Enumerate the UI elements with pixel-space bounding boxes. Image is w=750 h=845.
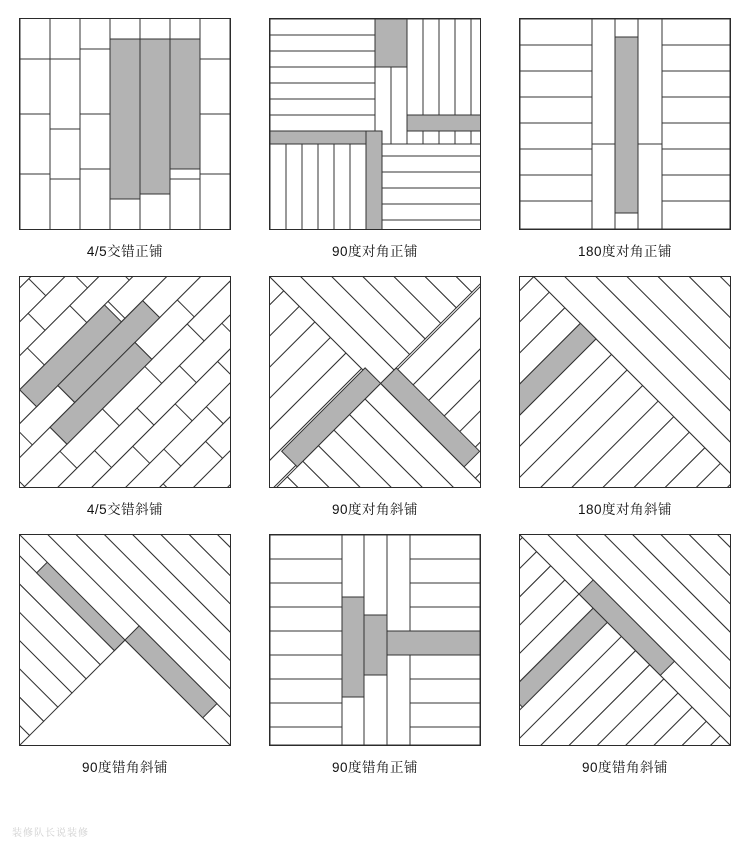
- diagram-svg-3: [520, 19, 730, 229]
- pattern-caption-6: 180度对角斜铺: [577, 502, 673, 517]
- pattern-cell-1: [0, 18, 250, 262]
- pattern-caption-2: 90度对角正铺: [331, 244, 419, 259]
- pattern-cell-4: [0, 276, 250, 520]
- pattern-cell-9: [500, 534, 750, 778]
- diagram-svg-4: [20, 277, 230, 487]
- pattern-cell-3: [500, 18, 750, 262]
- diagram-svg-9: [520, 535, 730, 745]
- diagram-svg-2: [270, 19, 480, 229]
- pattern-caption-5: 90度对角斜铺: [331, 502, 419, 517]
- pattern-caption-1: 4/5交错正铺: [86, 244, 164, 259]
- pattern-cell-7: [0, 534, 250, 778]
- pattern-diagram-3: [519, 18, 731, 230]
- pattern-cell-2: [250, 18, 500, 262]
- pattern-cell-5: [250, 276, 500, 520]
- diagram-svg-6: [520, 277, 730, 487]
- pattern-diagram-1: [19, 18, 231, 230]
- pattern-cell-8: [250, 534, 500, 778]
- pattern-caption-7: 90度错角斜铺: [81, 760, 169, 775]
- diagram-svg-8: [270, 535, 480, 745]
- pattern-caption-4: 4/5交错斜铺: [86, 502, 164, 517]
- pattern-diagram-8: [269, 534, 481, 746]
- diagram-svg-5: [270, 277, 480, 487]
- pattern-cell-6: [500, 276, 750, 520]
- watermark: 装修队长说装修: [12, 828, 89, 839]
- pattern-diagram-7: [19, 534, 231, 746]
- pattern-caption-3: 180度对角正铺: [577, 244, 673, 259]
- diagram-svg-1: [20, 19, 230, 229]
- pattern-caption-8: 90度错角正铺: [331, 760, 419, 775]
- diagram-svg-7: [20, 535, 230, 745]
- pattern-caption-9: 90度错角斜铺: [581, 760, 669, 775]
- pattern-diagram-4: [19, 276, 231, 488]
- pattern-diagram-9: [519, 534, 731, 746]
- pattern-diagram-5: [269, 276, 481, 488]
- pattern-diagram-2: [269, 18, 481, 230]
- pattern-diagram-6: [519, 276, 731, 488]
